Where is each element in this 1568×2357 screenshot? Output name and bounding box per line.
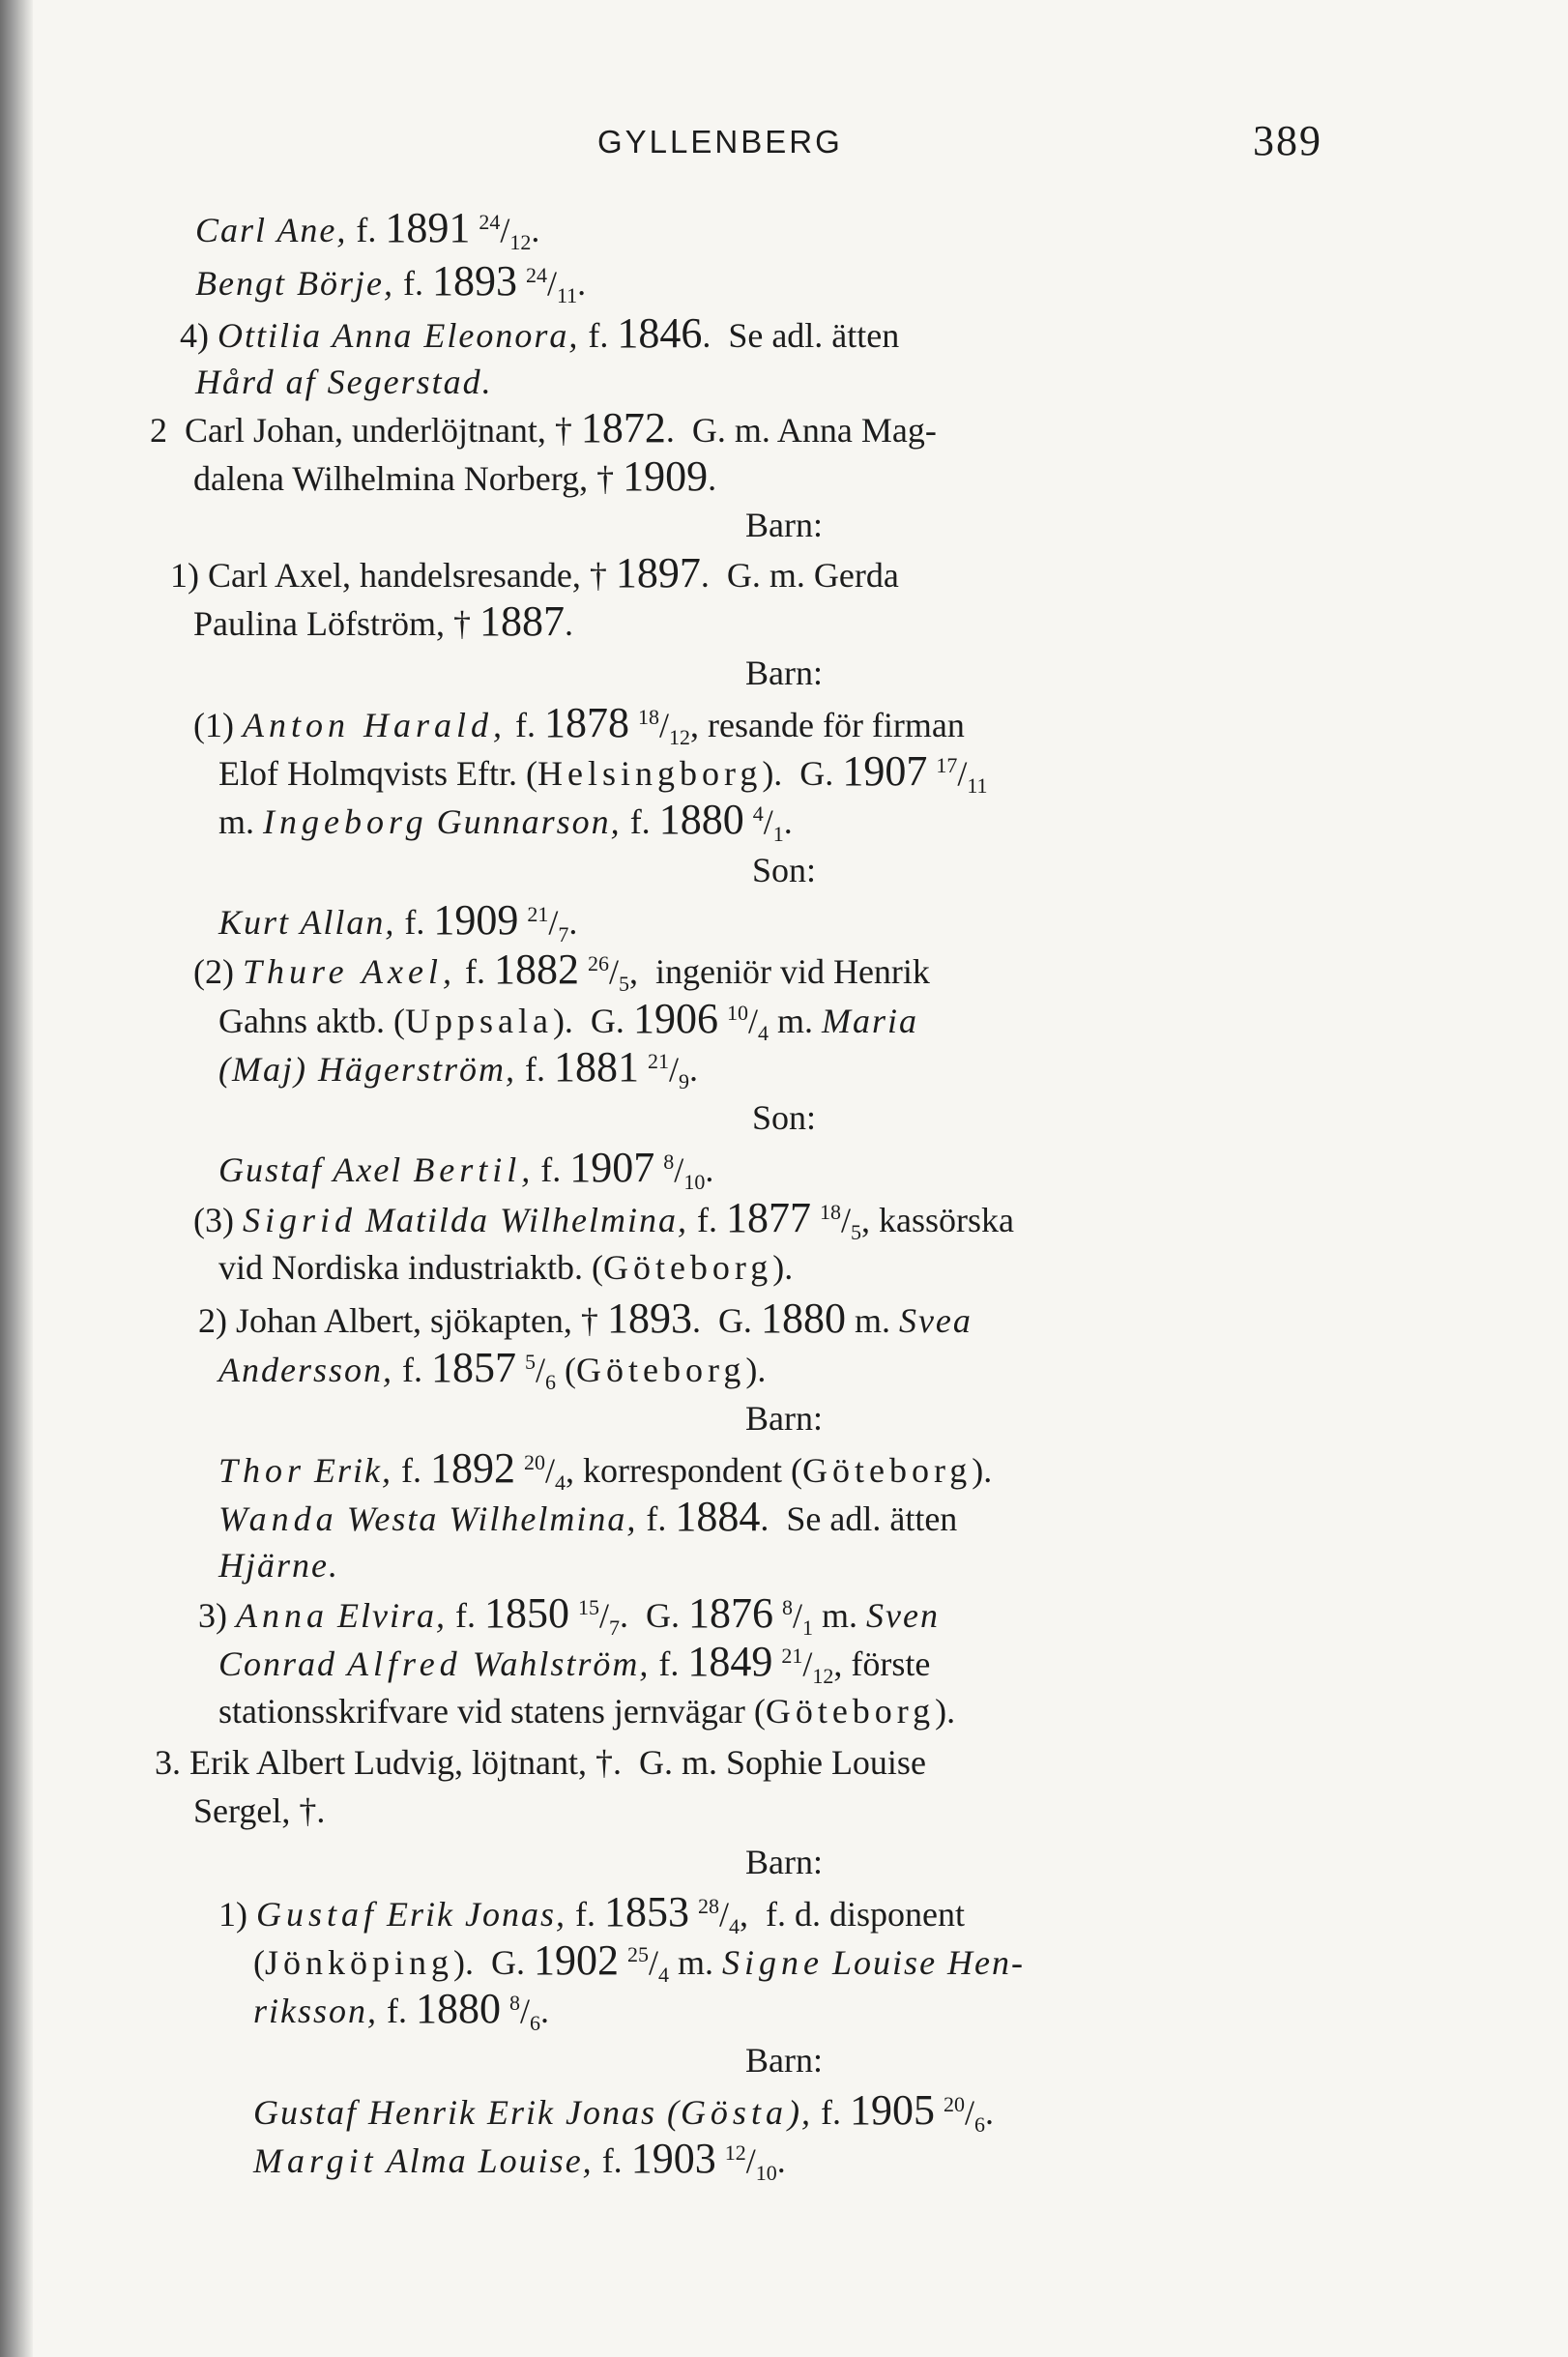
text-line: Carl Ane, f. 1891 $^{24}/_{12}$. (195, 204, 540, 255)
text-line: dalena Wilhelmina Norberg, † 1909. (193, 452, 717, 500)
text-line: (Jönköping). G. 1902 $^{25}/_4$ m. Signe Louise Hen- (253, 1936, 1026, 1988)
text-line: Margit Alma Louise, f. 1903 $^{12}/_{10}$. (253, 2135, 786, 2186)
text-line: Bengt Börje, f. 1893 $^{24}/_{11}$. (195, 257, 587, 308)
text-line: 2) Johan Albert, sjökapten, † 1893. G. 1880 m. Svea (198, 1295, 973, 1342)
text-line: Son: (751, 851, 817, 889)
text-line: Barn: (745, 2041, 823, 2080)
text-line: Barn: (745, 1399, 823, 1438)
text-line: Barn: (745, 506, 823, 544)
text-line: Hjärne. (218, 1546, 339, 1585)
text-line: m. Ingeborg Gunnarson, f. 1880 $^4/_1$. (218, 796, 793, 847)
text-line: Son: (751, 1098, 817, 1137)
text-line: Gustaf Henrik Erik Jonas (Gösta), f. 1905 $^{20}/_6$. (253, 2086, 994, 2138)
text-line: vid Nordiska industriaktb. (Göteborg). (218, 1248, 794, 1287)
text-line: Hård af Segerstad. (195, 363, 493, 401)
text-line: (2) Thure Axel, f. 1882 $^{26}/_5$, ingeniör vid Henrik (193, 946, 930, 997)
text-line: Sergel, †. (193, 1791, 326, 1830)
text-line: Barn: (745, 654, 823, 692)
text-line: Wanda Westa Wilhelmina, f. 1884. Se adl. ätten (218, 1493, 958, 1540)
text-line: Conrad Alfred Wahlström, f. 1849 $^{21}/_{12}$, förste (218, 1638, 931, 1689)
text-line: 1) Gustaf Erik Jonas, f. 1853 $^{28}/_4$, f. d. disponent (218, 1888, 965, 1939)
text-line: (3) Sigrid Matilda Wilhelmina, f. 1877 $^{18}/_5$, kassörska (193, 1194, 1014, 1245)
text-line: Paulina Löfström, † 1887. (193, 597, 573, 645)
running-title: GYLLENBERG (597, 124, 843, 160)
text-line: Barn: (745, 1843, 823, 1881)
text-line: stationsskrifvare vid statens jernvägar (Göteborg). (218, 1692, 956, 1731)
text-line: (Maj) Hägerström, f. 1881 $^{21}/_9$. (218, 1043, 698, 1094)
text-line: Gustaf Axel Bertil, f. 1907 $^8/_{10}$. (218, 1144, 714, 1195)
text-line: 4) Ottilia Anna Eleonora, f. 1846. Se adl. ätten (180, 309, 900, 357)
text-line: 1) Carl Axel, handelsresande, † 1897. G. m. Gerda (170, 549, 899, 597)
page-number: 389 (1253, 117, 1322, 164)
text-line: Andersson, f. 1857 $^5/_6$ (Göteborg). (218, 1344, 767, 1395)
text-line: 3. Erik Albert Ludvig, löjtnant, †. G. m. Sophie Louise (155, 1743, 926, 1782)
text-line: Gahns aktb. (Uppsala). G. 1906 $^{10}/_4$ m. Maria (218, 995, 918, 1046)
page-header (0, 117, 1568, 172)
text-line: 2 Carl Johan, underlöjtnant, † 1872. G. m. Anna Mag- (150, 404, 937, 451)
text-line: Elof Holmqvists Eftr. (Helsingborg). G. 1907 $^{17}/_{11}$ (218, 747, 988, 799)
text-line: 3) Anna Elvira, f. 1850 $^{15}/_7$. G. 1876 $^8/_1$ m. Sven (198, 1589, 940, 1641)
text-line: Thor Erik, f. 1892 $^{20}/_4$, korrespondent (Göteborg). (218, 1444, 993, 1496)
text-line: Kurt Allan, f. 1909 $^{21}/_7$. (218, 896, 578, 947)
text-line: riksson, f. 1880 $^8/_6$. (253, 1985, 550, 2036)
text-line: (1) Anton Harald, f. 1878 $^{18}/_{12}$, resande för firman (193, 699, 965, 750)
